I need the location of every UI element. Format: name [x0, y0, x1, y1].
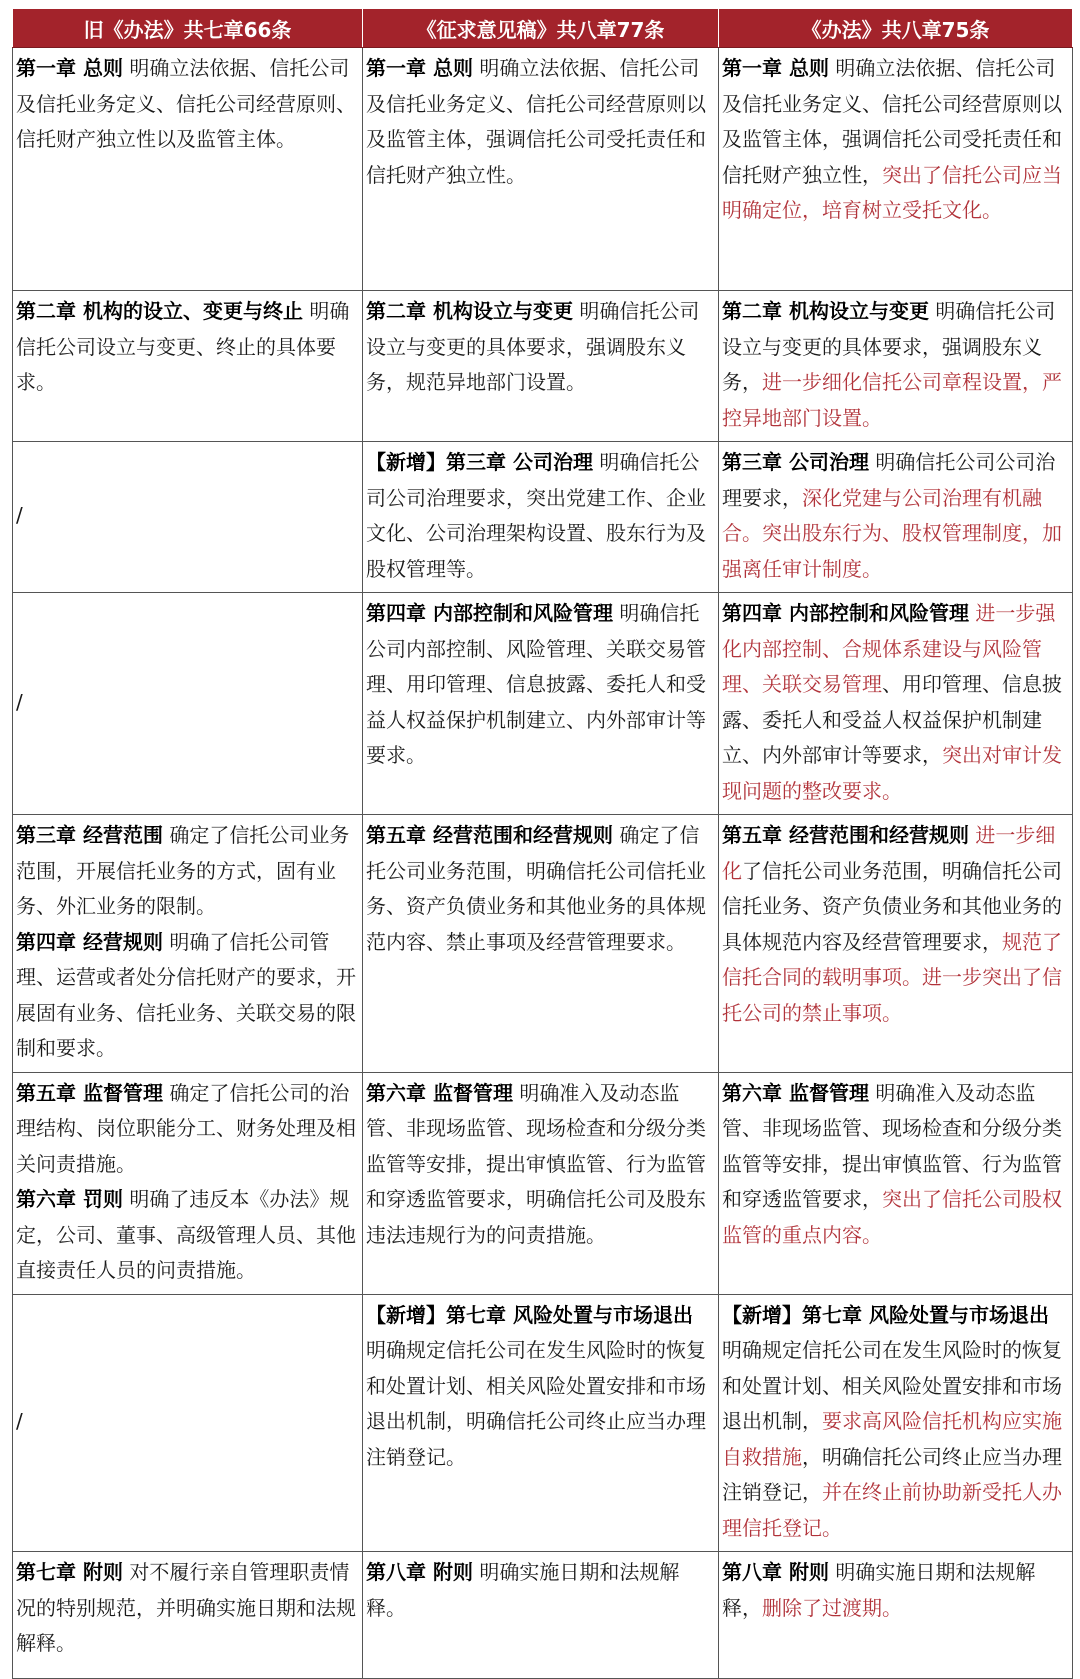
old-measures-cell	[13, 1294, 363, 1552]
cell-text: 明确了违反本《办法》规定，公司、董事、高级管理人员、其他直接责任人员的问责措施。	[16, 1187, 356, 1282]
table-row	[13, 442, 1073, 593]
cell-text: 明确立法依据、信托公司及信托业务定义、信托公司经营原则以及监管主体，强调信托公司受托责任和信托财产独立性，	[722, 56, 1062, 187]
comparison-table	[12, 8, 1073, 1679]
cell-text: 对不履行亲自管理职责情况的特别规范，并明确实施日期和法规解释。	[16, 1560, 356, 1655]
highlighted-change-text: 深化党建与公司治理有机融合。突出股东行为、股权管理制度，加强离任审计制度。	[722, 485, 1062, 581]
header-new-measures: 《办法》共八章75条	[719, 9, 1073, 48]
cell-paragraph	[16, 1076, 360, 1183]
new-measures-cell	[719, 1072, 1073, 1294]
cell-text: 明确信托公司公司治理要求，	[722, 450, 1056, 510]
draft-measures-cell	[363, 1072, 719, 1294]
cell-text: 明确准入及动态监管、非现场监管、现场检查和分级分类监管等安排，提出审慎监管、行为监管和穿透监管要求，	[722, 1080, 1062, 1211]
chapter-title: 第四章 内部控制和风险管理	[722, 601, 969, 625]
draft-measures-cell	[363, 291, 719, 442]
cell-text: /	[16, 503, 23, 528]
new-measures-cell	[719, 48, 1073, 291]
table-header	[13, 9, 1073, 48]
chapter-title: 第五章 经营范围和经营规则	[366, 823, 613, 847]
new-measures-cell	[719, 442, 1073, 593]
table-row	[13, 593, 1073, 815]
chapter-title: 第五章 监督管理	[16, 1080, 163, 1105]
cell-paragraph	[366, 818, 716, 960]
chapter-title: 第三章 经营范围	[16, 823, 163, 847]
draft-measures-cell	[363, 1294, 719, 1552]
cell-paragraph	[366, 596, 716, 774]
chapter-title: 第六章 罚则	[16, 1187, 123, 1211]
draft-measures-cell	[363, 1552, 719, 1679]
cell-paragraph	[722, 445, 1070, 587]
cell-text: 确定了信托公司的治理结构、岗位职能分工、财务处理及相关问责措施。	[16, 1080, 356, 1176]
table-row	[13, 1072, 1073, 1294]
cell-text: 明确立法依据、信托公司及信托业务定义、信托公司经营原则以及监管主体，强调信托公司受托责任和信托财产独立性。	[366, 56, 706, 187]
draft-measures-cell	[363, 48, 719, 291]
highlighted-change-text: 突出对审计发现问题的整改要求。	[722, 743, 1062, 803]
table-row	[13, 1294, 1073, 1552]
header-draft-measures: 《征求意见稿》共八章77条	[363, 9, 719, 48]
cell-paragraph	[16, 818, 360, 925]
chapter-title: 第一章 总则	[16, 56, 123, 80]
cell-text: ，明确信托公司终止应当办理注销登记，	[722, 1444, 1062, 1504]
chapter-title: 第一章 总则	[366, 56, 473, 80]
table-body	[13, 48, 1073, 1679]
cell-text: 明确准入及动态监管、非现场监管、现场检查和分级分类监管等安排，提出审慎监管、行为监管和穿透监管要求，明确信托公司及股东违法违规行为的问责措施。	[366, 1080, 706, 1247]
highlighted-change-text: 进一步细化	[722, 823, 1056, 883]
cell-text: 明确信托公司设立与变更的具体要求，强调股东义务，	[722, 299, 1056, 394]
chapter-title: 【新增】第七章 风险处置与市场退出	[722, 1302, 1049, 1327]
chapter-title: 第四章 经营规则	[16, 929, 163, 954]
highlighted-change-text: 并在终止前协助新受托人办理信托登记。	[722, 1480, 1062, 1540]
highlighted-change-text: 规范了信托合同的载明事项。进一步突出了信托公司的禁止事项。	[722, 929, 1062, 1025]
new-measures-cell	[719, 1294, 1073, 1552]
cell-paragraph	[16, 498, 360, 534]
table-row	[13, 291, 1073, 442]
chapter-title: 第一章 总则	[722, 56, 829, 80]
draft-measures-cell	[363, 815, 719, 1073]
chapter-title: 第六章 监督管理	[722, 1080, 869, 1105]
cell-text: 明确规定信托公司在发生风险时的恢复和处置计划、相关风险处置安排和市场退出机制，明确信托公司终止应当办理注销登记。	[366, 1338, 706, 1469]
cell-paragraph	[722, 1298, 1070, 1547]
cell-text: 明确了信托公司管理、运营或者处分信托财产的要求，开展固有业务、信托业务、关联交易的限制和要求。	[16, 929, 356, 1060]
old-measures-cell	[13, 815, 363, 1073]
old-measures-cell	[13, 1072, 363, 1294]
new-measures-cell	[719, 815, 1073, 1073]
draft-measures-cell	[363, 593, 719, 815]
cell-text: 了信托公司业务范围，明确信托公司信托业务、资产负债业务和其他业务的具体规范内容及经营管理要求，	[722, 858, 1062, 954]
highlighted-change-text: 突出了信托公司应当明确定位，培育树立受托文化。	[722, 162, 1062, 222]
cell-paragraph	[722, 294, 1070, 436]
cell-text: 明确信托公司公司治理要求，突出党建工作、企业文化、公司治理架构设置、股东行为及股权管理等。	[366, 450, 706, 581]
highlighted-change-text: 要求高风险信托机构应实施自救措施	[722, 1409, 1062, 1469]
old-measures-cell	[13, 1552, 363, 1679]
new-measures-cell	[719, 593, 1073, 815]
highlighted-change-text: 突出了信托公司股权监管的重点内容。	[722, 1187, 1062, 1247]
cell-paragraph	[366, 51, 716, 193]
cell-text: /	[16, 1409, 23, 1433]
cell-paragraph	[722, 818, 1070, 1031]
chapter-title: 第五章 经营范围和经营规则	[722, 823, 969, 847]
cell-text: 确定了信托公司业务范围，开展信托业务的方式，固有业务、外汇业务的限制。	[16, 823, 350, 918]
old-measures-cell	[13, 291, 363, 442]
cell-text: 明确信托公司设立与变更的具体要求，强调股东义务，规范异地部门设置。	[366, 299, 700, 394]
highlighted-change-text: 进一步细化信托公司章程设置，严控异地部门设置。	[722, 370, 1062, 430]
chapter-title: 第六章 监督管理	[366, 1080, 513, 1105]
chapter-title: 第四章 内部控制和风险管理	[366, 601, 613, 625]
cell-paragraph	[16, 1555, 360, 1662]
cell-paragraph	[722, 1076, 1070, 1254]
cell-paragraph	[366, 1076, 716, 1254]
draft-measures-cell	[363, 442, 719, 593]
header-row	[13, 9, 1073, 48]
comparison-table-wrapper	[12, 8, 1072, 1679]
cell-text: 、用印管理、信息披露、委托人和受益人权益保护机制建立、内外部审计等要求，	[722, 672, 1062, 767]
cell-paragraph	[366, 1298, 716, 1476]
cell-text: /	[16, 689, 23, 714]
chapter-title: 【新增】第七章 风险处置与市场退出	[366, 1302, 693, 1327]
highlighted-change-text: 进一步强化内部控制、合规体系建设与风险管理、关联交易管理	[722, 601, 1056, 696]
cell-paragraph	[16, 1404, 360, 1440]
chapter-title: 第二章 机构的设立、变更与终止	[16, 299, 303, 323]
chapter-title: 第八章 附则	[722, 1560, 829, 1584]
cell-paragraph	[16, 685, 360, 721]
cell-paragraph	[722, 1555, 1070, 1626]
chapter-title: 【新增】第三章 公司治理	[366, 450, 593, 474]
chapter-title: 第八章 附则	[366, 1560, 473, 1584]
highlighted-change-text: 删除了过渡期。	[762, 1595, 902, 1620]
cell-paragraph	[16, 51, 360, 158]
cell-paragraph	[366, 294, 716, 401]
cell-paragraph	[366, 1555, 716, 1626]
table-row	[13, 815, 1073, 1073]
cell-text: 明确信托公司设立与变更、终止的具体要求。	[16, 299, 350, 394]
cell-paragraph	[722, 596, 1070, 809]
table-row	[13, 1552, 1073, 1679]
new-measures-cell	[719, 1552, 1073, 1679]
cell-text: 明确信托公司内部控制、风险管理、关联交易管理、用印管理、信息披露、委托人和受益人权益保护机制建立、内外部审计等要求。	[366, 601, 706, 767]
chapter-title: 第二章 机构设立与变更	[366, 299, 573, 323]
old-measures-cell	[13, 442, 363, 593]
header-old-measures: 旧《办法》共七章66条	[13, 9, 363, 48]
chapter-title: 第三章 公司治理	[722, 450, 869, 474]
new-measures-cell	[719, 291, 1073, 442]
cell-paragraph	[16, 1182, 360, 1289]
cell-text: 明确立法依据、信托公司及信托业务定义、信托公司经营原则、信托财产独立性以及监管主体。	[16, 56, 356, 151]
cell-text: 明确实施日期和法规解释，	[722, 1560, 1036, 1620]
old-measures-cell	[13, 48, 363, 291]
chapter-title: 第二章 机构设立与变更	[722, 299, 929, 323]
old-measures-cell	[13, 593, 363, 815]
cell-paragraph	[16, 294, 360, 401]
chapter-title: 第七章 附则	[16, 1560, 123, 1584]
cell-text: 确定了信托公司业务范围，明确信托公司信托业务、资产负债业务和其他业务的具体规范内容、禁止事项及经营管理要求。	[366, 823, 706, 954]
cell-text: 明确规定信托公司在发生风险时的恢复和处置计划、相关风险处置安排和市场退出机制，	[722, 1338, 1062, 1433]
cell-paragraph	[722, 51, 1070, 229]
cell-text: 明确实施日期和法规解释。	[366, 1560, 680, 1620]
table-row	[13, 48, 1073, 291]
cell-paragraph	[16, 925, 360, 1067]
cell-paragraph	[366, 445, 716, 587]
